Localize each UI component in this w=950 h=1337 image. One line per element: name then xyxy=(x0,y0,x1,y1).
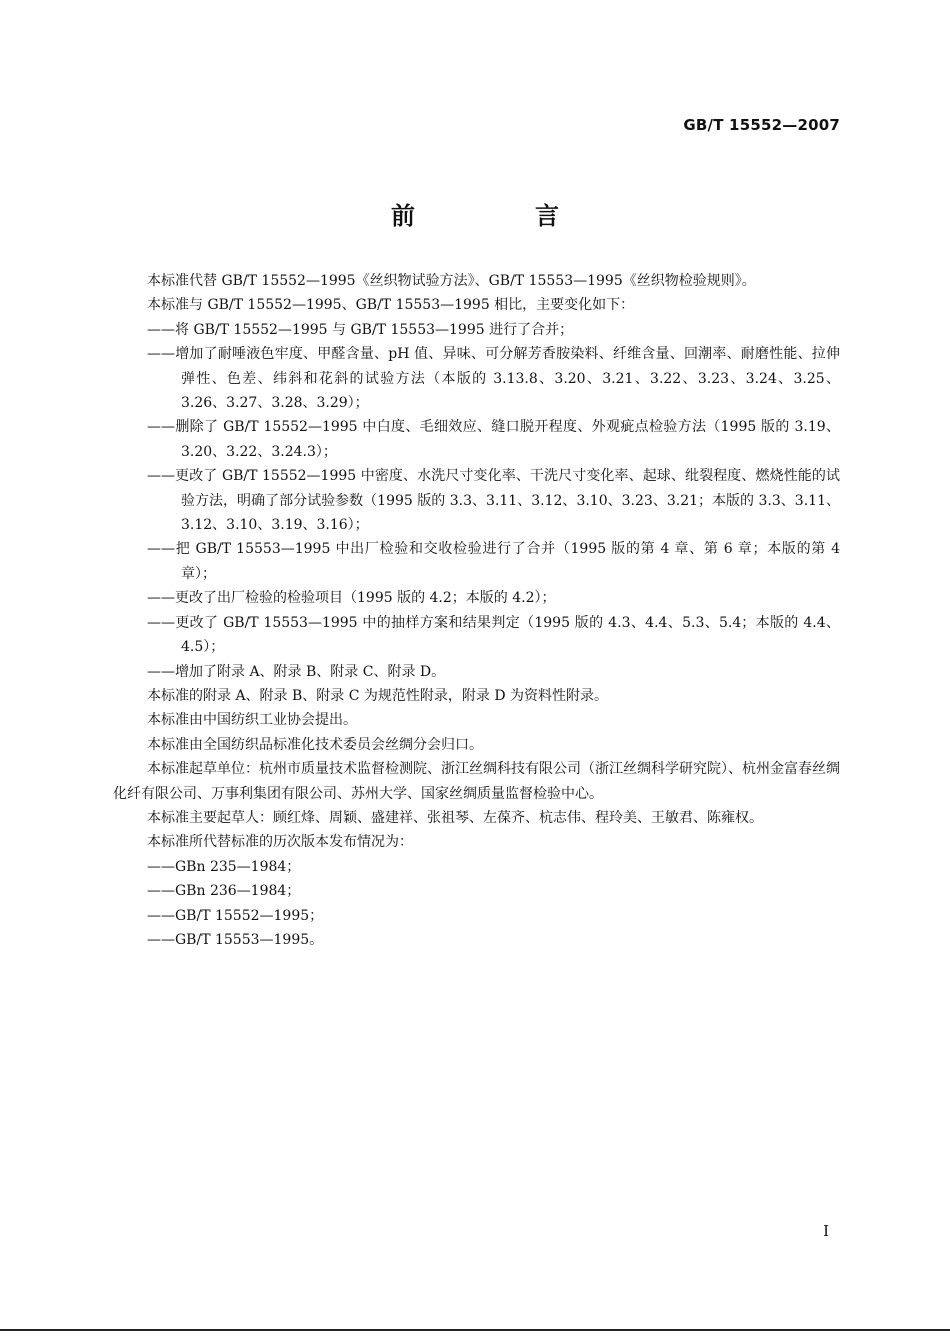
list-item: ——GB/T 15553—1995。 xyxy=(147,931,324,948)
list-item: ——更改了出厂检验的检验项目（1995 版的 4.2；本版的 4.2）； xyxy=(147,590,556,607)
bottom-divider xyxy=(0,1329,950,1331)
list-item: ——增加了耐唾液色牢度、甲醛含量、pH 值、异味、可分解芳香胺染料、纤维含量、回潮率、耐磨性能、拉伸弹性、色差、纬斜和花斜的试验方法（本版的 3.13.8、3.20、3.21、3.22、3.23、3.24、3.25、3.26、3.27、3.28、3.29）； xyxy=(147,346,840,412)
paragraph: 本标准由全国纺织品标准化技术委员会丝绸分会归口。 xyxy=(147,736,483,753)
list-item: ——删除了 GB/T 15552—1995 中白度、毛细效应、缝口脱开程度、外观疵点检验方法（1995 版的 3.19、3.20、3.22、3.24.3）； xyxy=(147,419,840,460)
list-item: ——增加了附录 A、附录 B、附录 C、附录 D。 xyxy=(147,663,446,680)
list-item: ——更改了 GB/T 15553—1995 中的抽样方案和结果判定（1995 版的 4.3、4.4、5.3、5.4；本版的 4.4、4.5）； xyxy=(147,614,840,656)
list-item: ——把 GB/T 15553—1995 中出厂检验和交收检验进行了合并（1995 版的第 4 章、第 6 章；本版的第 4 章）； xyxy=(147,541,840,582)
list-item: ——GBn 235—1984； xyxy=(147,858,301,875)
page-number: I xyxy=(823,1222,829,1240)
list-item: ——更改了 GB/T 15552—1995 中密度、水洗尺寸变化率、干洗尺寸变化率、起球、纰裂程度、燃烧性能的试验方法，明确了部分试验参数（1995 版的 3.3、3.11、3.12、3.10、3.23、3.21；本版的 3.3、3.11、3.12、3.10、3.19、3.16）； xyxy=(147,468,840,534)
foreword-body xyxy=(113,269,840,952)
paragraph: 本标准主要起草人：顾红烽、周颖、盛建祥、张祖琴、左葆齐、杭志伟、程玲美、王敏君、陈雍权。 xyxy=(147,809,763,826)
list-item: ——GBn 236—1984； xyxy=(147,883,301,900)
paragraph: 本标准所代替标准的历次版本发布情况为： xyxy=(147,834,413,851)
standard-code: GB/T 15552—2007 xyxy=(683,116,840,134)
paragraph: 本标准与 GB/T 15552—1995、GB/T 15553—1995 相比，主要变化如下： xyxy=(147,297,635,314)
list-item: ——GB/T 15552—1995； xyxy=(147,907,324,924)
paragraph: 本标准起草单位：杭州市质量技术监督检测院、浙江丝绸科技有限公司（浙江丝绸科学研究院）、杭州金富春丝绸化纤有限公司、万事利集团有限公司、苏州大学、国家丝绸质量监督检验中心。 xyxy=(113,761,840,802)
list-item: ——将 GB/T 15552—1995 与 GB/T 15553—1995 进行了合并； xyxy=(147,321,574,338)
paragraph: 本标准由中国纺织工业协会提出。 xyxy=(147,712,357,729)
paragraph: 本标准代替 GB/T 15552—1995《丝织物试验方法》、GB/T 15553—1995《丝织物检验规则》。 xyxy=(147,273,756,289)
page-title: 前 言 xyxy=(391,202,607,230)
paragraph: 本标准的附录 A、附录 B、附录 C 为规范性附录，附录 D 为资料性附录。 xyxy=(147,687,609,704)
